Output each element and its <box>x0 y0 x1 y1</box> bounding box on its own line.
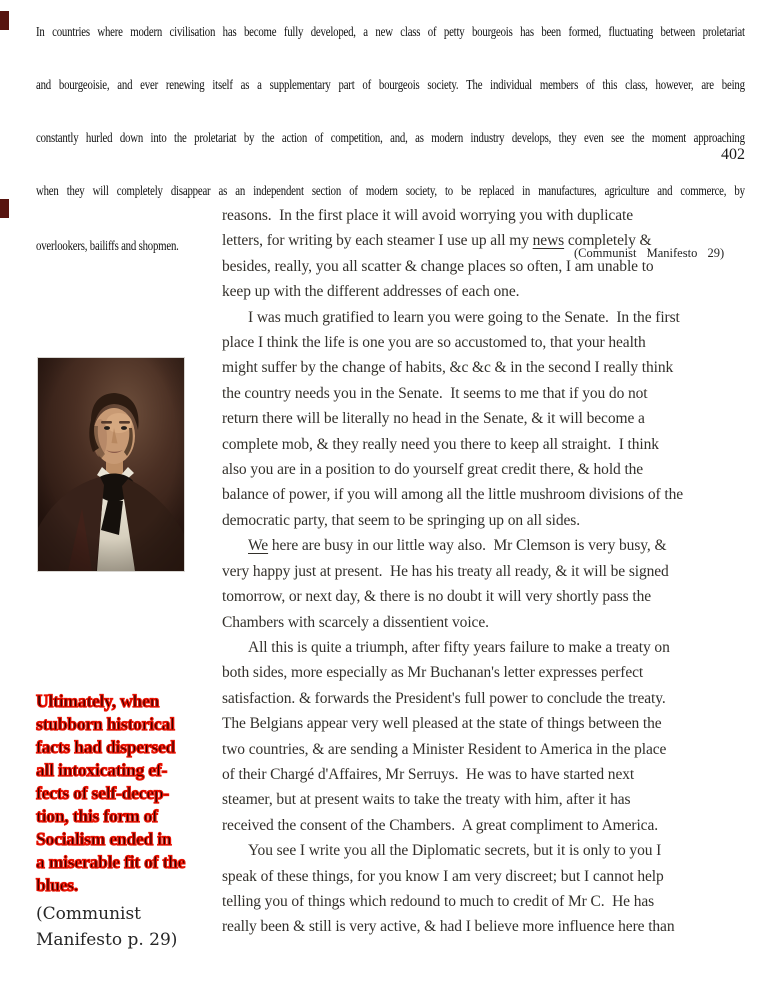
text-line: both sides, more especially as Mr Buchanan's letter expresses perfect <box>222 664 644 682</box>
text-line: keep up with the different addresses of each one. <box>222 283 520 301</box>
manifesto-excerpt <box>36 5 745 217</box>
text-line: Ultimately, when <box>36 691 160 711</box>
letter-paragraph <box>222 635 746 838</box>
portrait-painting <box>37 357 185 572</box>
text-line: All this is quite a triumph, after fifty years failure to make a treaty on <box>248 638 670 656</box>
text-line: constantly hurled down into the proletariat by the action of competition, and, as modern industry develops, they even see the moment approaching <box>36 130 745 145</box>
portrait-image <box>38 358 184 571</box>
text-line: speak of these things, for you know I am very discreet; but I cannot help <box>222 867 664 885</box>
page-number: 402 <box>721 146 745 163</box>
text-line: We here are busy in our little way also. Mr Clemson is very busy, & <box>248 537 667 555</box>
text-line: reasons. In the first place it will avoid worrying you with duplicate <box>222 207 633 224</box>
text-line: Manifesto p. 29) <box>36 930 178 950</box>
text-line: really been & still is very active, & had I believe more influence here than <box>222 918 675 936</box>
letter-paragraph <box>222 838 746 940</box>
text-line: In countries where modern civilisation has become fully developed, a new class of petty bourgeois has been formed, fluctuating between proletariat <box>36 24 745 39</box>
socialism-quote <box>36 690 185 897</box>
text-line: blues. <box>36 875 79 895</box>
letter-paragraph <box>222 203 746 305</box>
text-line: very happy just at present. He has his treaty all ready, & it will be signed <box>222 562 669 580</box>
red-margin-mark <box>0 199 9 218</box>
text-line: might suffer by the change of habits, &c &c & in the second I really think <box>222 359 674 377</box>
text-line: a miserable fit of the <box>36 852 186 872</box>
text-line: two countries, & are sending a Minister Resident to America in the place <box>222 740 667 758</box>
letter-body <box>222 203 746 940</box>
text-line: (Communist <box>36 904 142 924</box>
text-line: all intoxicating ef- <box>36 760 168 780</box>
text-line: The Belgians appear very well pleased at the state of things between the <box>222 715 662 733</box>
text-line: satisfaction. & forwards the President's full power to conclude the treaty. <box>222 689 666 707</box>
text-line: steamer, but at present waits to take the treaty with him, after it has <box>222 791 631 809</box>
letter-paragraph <box>222 533 746 635</box>
letter-paragraph <box>222 305 746 534</box>
text-line: Socialism ended in <box>36 829 172 849</box>
text-line: complete mob, & they really need you there to keep all straight. I think <box>222 435 659 453</box>
text-line: and bourgeoisie, and ever renewing itself as a supplementary part of bourgeois society. The individual members of this class, however, are being <box>36 77 745 92</box>
text-line: I was much gratified to learn you were going to the Senate. In the first <box>248 308 680 326</box>
text-line: facts had dispersed <box>36 737 176 757</box>
manifesto-continuation-line: overlookers, bailiffs and shopmen. <box>36 238 179 253</box>
text-line: received the consent of the Chambers. A great compliment to America. <box>222 816 659 834</box>
text-line: tion, this form of <box>36 806 158 826</box>
text-line: of their Chargé d'Affaires, Mr Serruys. He was to have started next <box>222 765 635 783</box>
red-margin-mark <box>0 11 9 30</box>
text-line: return there will be literally no head in the Senate, & it will become a <box>222 410 645 428</box>
text-line: Chambers with scarcely a dissentient voice. <box>222 613 489 631</box>
text-line: when they will completely disappear as an independent section of modern society, to be replaced in manufactures, agriculture and commerce, by <box>36 183 745 198</box>
quote-citation <box>36 901 177 953</box>
text-line: fects of self-decep- <box>36 783 170 803</box>
text-line: democratic party, that seem to be springing up on all sides. <box>222 511 581 529</box>
text-line: stubborn historical <box>36 714 175 734</box>
text-line: also you are in a position to do yourself great credit there, & hold the <box>222 461 644 479</box>
text-line: tomorrow, or next day, & there is no doubt it will very shortly pass the <box>222 588 652 606</box>
text-line: the country needs you in the Senate. It seems to me that if you do not <box>222 384 648 402</box>
text-line: place I think the life is one you are so accustomed to, that your health <box>222 334 646 352</box>
inline-citation: (Communist Manifesto 29) <box>574 246 725 260</box>
text-line: telling you of things which redound to much to credit of Mr C. He has <box>222 892 655 910</box>
text-line: You see I write you all the Diplomatic secrets, but it is only to you I <box>248 842 662 860</box>
text-line: balance of power, if you will among all the little mushroom divisions of the <box>222 486 683 504</box>
text-line: letters, for writing by each steamer I use up all my news completely & <box>222 232 652 250</box>
text-line: besides, really, you all scatter & change places so often, I am unable to <box>222 257 654 275</box>
